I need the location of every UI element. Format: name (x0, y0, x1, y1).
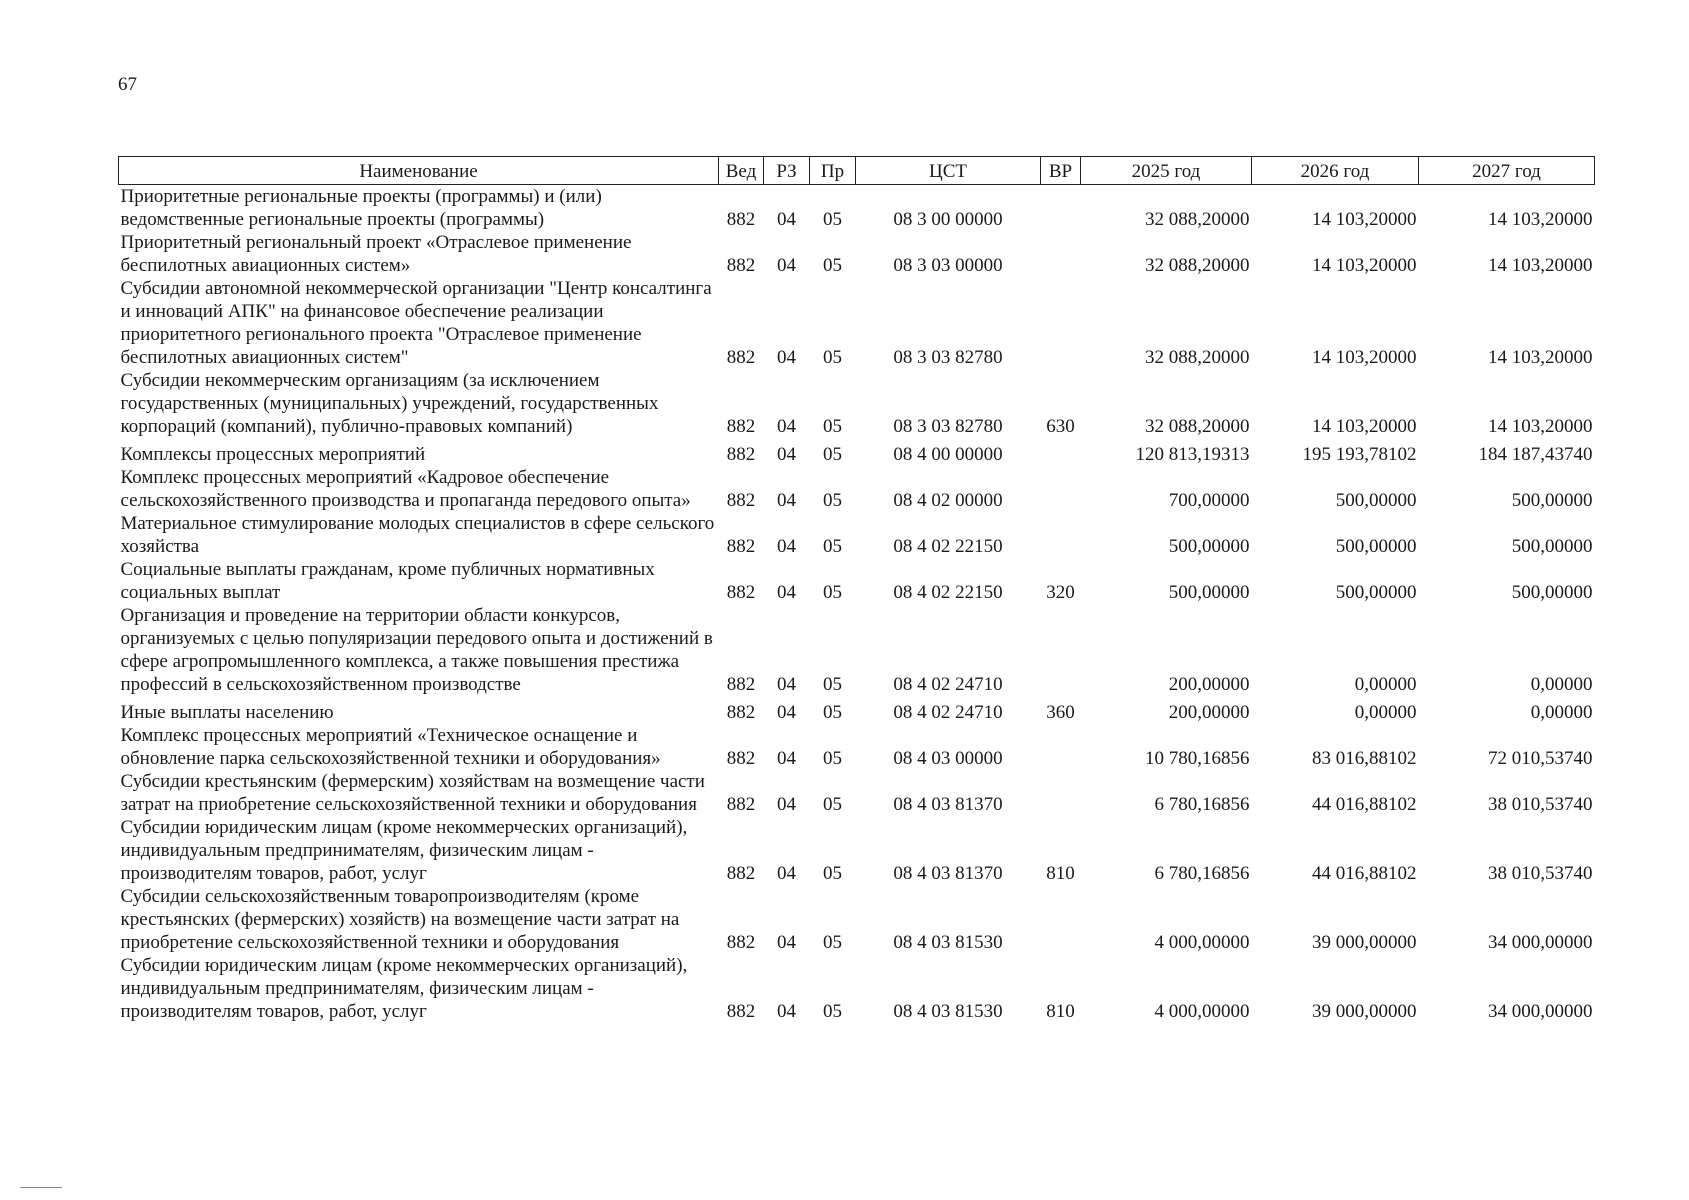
cell-2026: 14 103,20000 (1312, 416, 1417, 437)
header-cst: ЦСТ (856, 157, 1041, 185)
cell-name: Социальные выплаты гражданам, кроме публичных нормативных социальных выплат (120, 559, 655, 603)
cell-pr: 05 (823, 748, 842, 769)
cell-cst: 08 4 02 22150 (893, 536, 1003, 557)
cell-rz: 04 (777, 416, 796, 437)
header-2027: 2027 год (1419, 157, 1595, 185)
table-row (119, 277, 1595, 369)
table-row (119, 604, 1595, 696)
cell-pr: 05 (823, 444, 842, 465)
header-vr: ВР (1041, 157, 1081, 185)
cell-ved: 882 (726, 748, 756, 769)
cell-2026: 14 103,20000 (1312, 209, 1417, 230)
cell-pr: 05 (823, 674, 842, 695)
table-row (119, 724, 1595, 770)
cell-2025: 700,00000 (1168, 490, 1250, 511)
cell-pr: 05 (823, 347, 842, 368)
cell-2025: 500,00000 (1168, 582, 1250, 603)
cell-name: Комплексы процессных мероприятий (120, 444, 426, 465)
table-row (119, 466, 1595, 512)
cell-2025: 200,00000 (1168, 702, 1250, 723)
cell-cst: 08 3 03 00000 (893, 255, 1003, 276)
cell-rz: 04 (777, 209, 796, 230)
cell-vr (1041, 466, 1081, 512)
cell-2026: 44 016,88102 (1312, 863, 1417, 884)
cell-pr: 05 (823, 702, 842, 723)
cell-2027: 500,00000 (1511, 582, 1593, 603)
cell-2026: 500,00000 (1335, 490, 1417, 511)
cell-rz: 04 (777, 444, 796, 465)
cell-2027: 14 103,20000 (1488, 255, 1593, 276)
cell-ved: 882 (726, 582, 756, 603)
cell-vr (1041, 438, 1081, 466)
header-name: Наименование (119, 157, 719, 185)
cell-2025: 10 780,16856 (1145, 748, 1250, 769)
cell-cst: 08 4 02 24710 (893, 702, 1003, 723)
cell-name: Субсидии сельскохозяйственным товаропроизводителям (кроме крестьянских (фермерских) хозяйств) на возмещение части затрат на приобретение сельскохозяйственной техники и оборудования (120, 886, 680, 953)
header-ved: Вед (719, 157, 764, 185)
table-row (119, 558, 1595, 604)
cell-2027: 38 010,53740 (1488, 794, 1593, 815)
scan-mark (20, 1187, 62, 1188)
cell-ved: 882 (726, 490, 756, 511)
header-2026: 2026 год (1252, 157, 1419, 185)
cell-2027: 14 103,20000 (1488, 209, 1593, 230)
cell-name: Комплекс процессных мероприятий «Кадровое обеспечение сельскохозяйственного производства и пропаганда передового опыта» (120, 467, 691, 511)
cell-cst: 08 4 03 81370 (893, 863, 1003, 884)
cell-name: Приоритетные региональные проекты (программы) и (или) ведомственные региональные проекты (программы) (120, 186, 602, 230)
cell-ved: 882 (726, 416, 756, 437)
cell-2025: 32 088,20000 (1145, 255, 1250, 276)
cell-pr: 05 (823, 794, 842, 815)
cell-name: Субсидии некоммерческим организациям (за исключением государственных (муниципальных) учреждений, государственных корпораций (компаний), публично-правовых компаний) (120, 370, 659, 437)
page-number: 67 (118, 74, 137, 95)
cell-cst: 08 4 03 81370 (893, 794, 1003, 815)
cell-rz: 04 (777, 932, 796, 953)
cell-name: Организация и проведение на территории области конкурсов, организуемых с целью популяризации передового опыта и достижений в сфере агропромышленного комплекса, а также повышения престижа профессий в сельскохозяйственном производстве (120, 605, 713, 695)
table-header (119, 157, 1595, 185)
cell-rz: 04 (777, 863, 796, 884)
cell-2025: 32 088,20000 (1145, 209, 1250, 230)
cell-vr (1041, 277, 1081, 369)
cell-2025: 120 813,19313 (1135, 444, 1250, 465)
cell-cst: 08 4 03 81530 (893, 932, 1003, 953)
cell-name: Приоритетный региональный проект «Отраслевое применение беспилотных авиационных систем» (120, 232, 632, 276)
cell-pr: 05 (823, 416, 842, 437)
table-row (119, 438, 1595, 466)
table-row (119, 185, 1595, 232)
cell-2025: 4 000,00000 (1154, 1001, 1250, 1022)
cell-rz: 04 (777, 1001, 796, 1022)
cell-ved: 882 (726, 1001, 756, 1022)
cell-name: Комплекс процессных мероприятий «Техническое оснащение и обновление парка сельскохозяйственной техники и оборудования» (120, 725, 661, 769)
cell-cst: 08 4 02 22150 (893, 582, 1003, 603)
cell-2027: 34 000,00000 (1488, 932, 1593, 953)
cell-name: Иные выплаты населению (120, 702, 334, 723)
table-row (119, 369, 1595, 438)
cell-2026: 0,00000 (1354, 674, 1417, 695)
cell-pr: 05 (823, 582, 842, 603)
cell-pr: 05 (823, 255, 842, 276)
header-pr: Пр (810, 157, 856, 185)
cell-rz: 04 (777, 347, 796, 368)
cell-cst: 08 4 00 00000 (893, 444, 1003, 465)
table-row (119, 512, 1595, 558)
cell-2027: 500,00000 (1511, 536, 1593, 557)
cell-2026: 39 000,00000 (1312, 932, 1417, 953)
cell-vr (1041, 604, 1081, 696)
cell-ved: 882 (726, 863, 756, 884)
header-rz: РЗ (764, 157, 810, 185)
cell-name: Субсидии крестьянским (фермерским) хозяйствам на возмещение части затрат на приобретение сельскохозяйственной техники и оборудования (120, 771, 705, 815)
cell-vr: 320 (1046, 582, 1075, 603)
cell-ved: 882 (726, 255, 756, 276)
cell-pr: 05 (823, 932, 842, 953)
cell-2026: 0,00000 (1354, 702, 1417, 723)
cell-ved: 882 (726, 347, 756, 368)
cell-2027: 14 103,20000 (1488, 347, 1593, 368)
cell-cst: 08 3 03 82780 (893, 347, 1003, 368)
cell-rz: 04 (777, 702, 796, 723)
table-row (119, 954, 1595, 1023)
cell-pr: 05 (823, 536, 842, 557)
cell-ved: 882 (726, 536, 756, 557)
cell-2025: 32 088,20000 (1145, 347, 1250, 368)
cell-vr: 810 (1046, 863, 1075, 884)
cell-cst: 08 4 02 00000 (893, 490, 1003, 511)
cell-cst: 08 4 02 24710 (893, 674, 1003, 695)
cell-vr (1041, 770, 1081, 816)
cell-cst: 08 3 00 00000 (893, 209, 1003, 230)
cell-cst: 08 4 03 81530 (893, 1001, 1003, 1022)
cell-2027: 500,00000 (1511, 490, 1593, 511)
cell-2026: 39 000,00000 (1312, 1001, 1417, 1022)
cell-2025: 6 780,16856 (1154, 863, 1250, 884)
table-row (119, 770, 1595, 816)
cell-2027: 14 103,20000 (1488, 416, 1593, 437)
cell-name: Субсидии юридическим лицам (кроме некоммерческих организаций), индивидуальным предпринимателям, физическим лицам - производителям товаров, работ, услуг (120, 955, 688, 1022)
cell-2026: 44 016,88102 (1312, 794, 1417, 815)
cell-vr: 630 (1046, 416, 1075, 437)
cell-pr: 05 (823, 209, 842, 230)
cell-ved: 882 (726, 444, 756, 465)
cell-2027: 0,00000 (1530, 702, 1593, 723)
table-row (119, 231, 1595, 277)
cell-2025: 32 088,20000 (1145, 416, 1250, 437)
cell-2027: 34 000,00000 (1488, 1001, 1593, 1022)
cell-pr: 05 (823, 863, 842, 884)
header-2025: 2025 год (1081, 157, 1252, 185)
cell-name: Субсидии юридическим лицам (кроме некоммерческих организаций), индивидуальным предпринимателям, физическим лицам - производителям товаров, работ, услуг (120, 817, 688, 884)
cell-2025: 500,00000 (1168, 536, 1250, 557)
cell-pr: 05 (823, 1001, 842, 1022)
cell-vr (1041, 231, 1081, 277)
cell-vr: 360 (1046, 702, 1075, 723)
cell-vr (1041, 512, 1081, 558)
cell-cst: 08 3 03 82780 (893, 416, 1003, 437)
cell-vr: 810 (1046, 1001, 1075, 1022)
cell-name: Субсидии автономной некоммерческой организации "Центр консалтинга и инноваций АПК" на финансовое обеспечение реализации приоритетного регионального проекта "Отраслевое применение беспилотных авиационных систем" (120, 278, 712, 368)
cell-ved: 882 (726, 794, 756, 815)
cell-2025: 200,00000 (1168, 674, 1250, 695)
cell-2025: 6 780,16856 (1154, 794, 1250, 815)
cell-rz: 04 (777, 255, 796, 276)
budget-table (118, 156, 1595, 1023)
cell-ved: 882 (726, 674, 756, 695)
table-row (119, 885, 1595, 954)
table-row (119, 816, 1595, 885)
cell-2027: 0,00000 (1530, 674, 1593, 695)
cell-2027: 184 187,43740 (1478, 444, 1593, 465)
cell-2027: 38 010,53740 (1488, 863, 1593, 884)
cell-2026: 500,00000 (1335, 536, 1417, 557)
cell-2027: 72 010,53740 (1488, 748, 1593, 769)
cell-2026: 14 103,20000 (1312, 347, 1417, 368)
cell-vr (1041, 885, 1081, 954)
cell-2026: 500,00000 (1335, 582, 1417, 603)
cell-2026: 14 103,20000 (1312, 255, 1417, 276)
cell-rz: 04 (777, 582, 796, 603)
cell-rz: 04 (777, 748, 796, 769)
cell-rz: 04 (777, 490, 796, 511)
cell-ved: 882 (726, 702, 756, 723)
cell-rz: 04 (777, 536, 796, 557)
cell-vr (1041, 724, 1081, 770)
cell-2026: 83 016,88102 (1312, 748, 1417, 769)
table-row (119, 696, 1595, 724)
cell-rz: 04 (777, 674, 796, 695)
table-body (119, 185, 1595, 1024)
cell-ved: 882 (726, 209, 756, 230)
cell-ved: 882 (726, 932, 756, 953)
cell-2025: 4 000,00000 (1154, 932, 1250, 953)
cell-rz: 04 (777, 794, 796, 815)
cell-vr (1041, 185, 1081, 232)
cell-name: Материальное стимулирование молодых специалистов в сфере сельского хозяйства (120, 513, 715, 557)
cell-2026: 195 193,78102 (1302, 444, 1417, 465)
cell-cst: 08 4 03 00000 (893, 748, 1003, 769)
cell-pr: 05 (823, 490, 842, 511)
